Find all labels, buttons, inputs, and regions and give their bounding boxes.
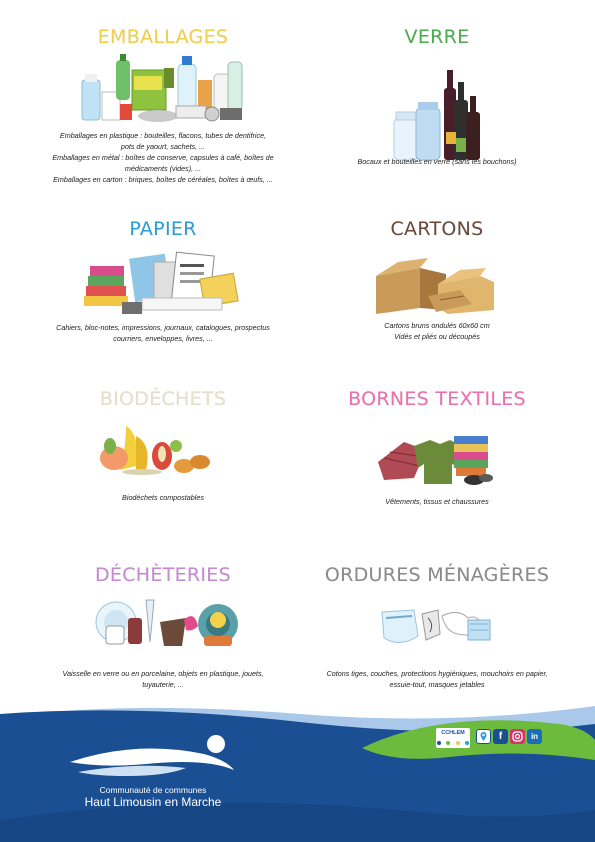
cc-logo-swoosh-icon	[66, 718, 236, 790]
section-title: BORNES TEXTILES	[348, 388, 526, 410]
desc-line: Biodéchets compostables	[122, 493, 204, 502]
map-pin-icon[interactable]	[476, 729, 491, 744]
desc-line: tuyauterie, ...	[142, 680, 184, 689]
desc-line: Emballages en métal : boîtes de conserve, capsules à café, boîtes de	[52, 153, 274, 162]
section-description	[292, 496, 582, 507]
desc-line: Vidés et pliés ou découpés	[394, 332, 480, 341]
section-title: BIODÉCHETS	[99, 388, 227, 410]
section-description	[18, 492, 308, 503]
section-title: DÉCHÈTERIES	[95, 564, 231, 586]
section-description	[292, 668, 582, 690]
desc-line: pots de yaourt, sachets, ...	[120, 142, 206, 151]
org-name-line2: Haut Limousin en Marche	[84, 795, 222, 809]
section-description	[292, 320, 582, 342]
section-description	[18, 668, 308, 690]
desc-line: Bocaux et bouteilles en verre (sans les bouchons)	[357, 157, 517, 166]
section-description	[292, 156, 582, 167]
textiles-clothes-icon	[374, 422, 494, 486]
badge-dots	[436, 737, 470, 745]
badge-label: CCHLEM	[441, 730, 465, 736]
paper-stack-icon	[82, 246, 246, 318]
desc-line: Cartons bruns ondulés 60x60 cm	[384, 321, 490, 330]
section-description	[18, 130, 308, 185]
desc-line: Vaisselle en verre ou en porcelaine, objets en plastique, jouets,	[62, 669, 264, 678]
section-title: PAPIER	[129, 218, 197, 240]
facebook-icon[interactable]	[493, 729, 508, 744]
desc-line: courriers, enveloppes, livres, ...	[113, 334, 213, 343]
desc-line: médicaments (vides), ...	[124, 164, 202, 173]
desc-line: Vêtements, tissus et chaussures	[385, 497, 489, 506]
desc-line: Emballages en carton : briques, boîtes de céréales, boîtes à œufs, ...	[53, 175, 273, 184]
glass-jars-bottles-icon	[390, 68, 486, 166]
section-title: VERRE	[404, 26, 470, 48]
facebook-glyph: f	[498, 731, 503, 742]
cchlem-badge	[436, 728, 470, 748]
org-name-line1: Communauté de communes	[99, 785, 207, 795]
desc-line: Emballages en plastique : bouteilles, flacons, tubes de dentifrice,	[59, 131, 267, 140]
instagram-icon[interactable]	[510, 729, 525, 744]
packaging-waste-icon	[80, 52, 245, 124]
cardboard-boxes-icon	[368, 256, 498, 316]
section-title: EMBALLAGES	[97, 26, 229, 48]
section-description	[18, 322, 308, 344]
section-title: CARTONS	[390, 218, 484, 240]
desc-line: Cotons tiges, couches, protections hygiéniques, mouchoirs en papier,	[326, 669, 548, 678]
linkedin-icon[interactable]	[527, 729, 542, 744]
recycling-center-items-icon	[94, 592, 240, 648]
desc-line: essuie-tout, masques jetables	[389, 680, 485, 689]
section-title: ORDURES MÉNAGÈRES	[324, 564, 550, 586]
compost-food-scraps-icon	[96, 416, 216, 476]
linkedin-glyph: in	[530, 732, 539, 741]
household-waste-icon	[378, 604, 492, 650]
desc-line: Cahiers, bloc-notes, impressions, journaux, catalogues, prospectus	[56, 323, 270, 332]
